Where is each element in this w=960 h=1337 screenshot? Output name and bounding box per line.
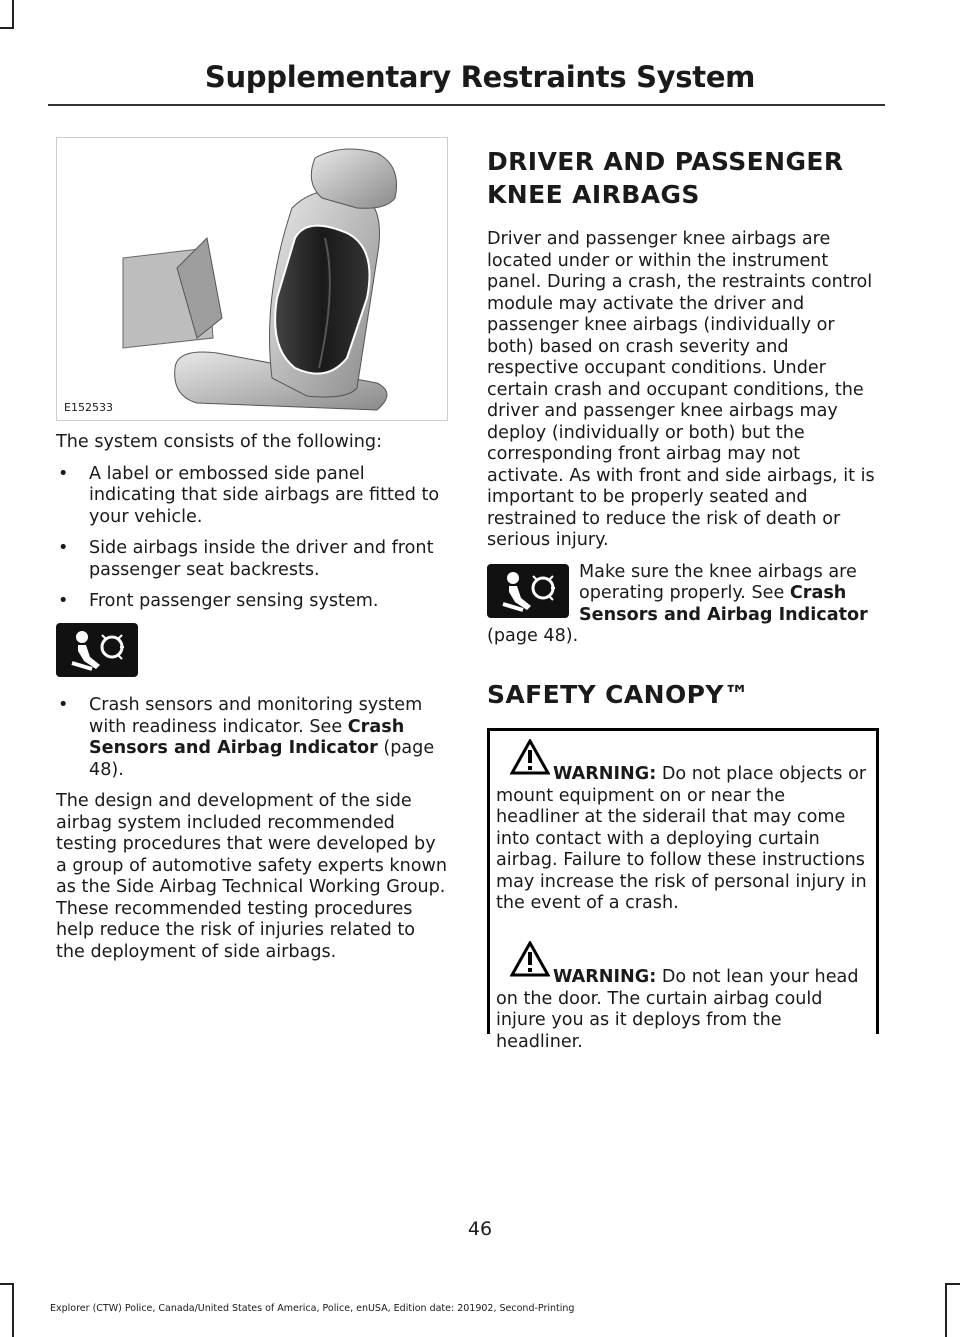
- cross-reference-link[interactable]: Crash Sensors and Airbag Indicator: [579, 583, 868, 625]
- right-column: [487, 145, 879, 711]
- component-list-continued: [56, 695, 448, 781]
- crop-mark: [945, 1283, 960, 1285]
- left-column: [56, 432, 448, 973]
- body-paragraph: The design and development of the side airbag system included recommended testing procedures that were developed by a group of automotive safety experts known as the Side Airbag Technical Working Group. These recommended testing procedures help reduce the risk of injuries related to the deployment of side airbags.: [56, 791, 448, 962]
- crop-mark: [945, 1283, 947, 1337]
- warning-box: [487, 728, 879, 1052]
- crop-mark: [0, 1283, 14, 1285]
- warning-body: Do not place objects or mount equipment on or near the headliner at the siderail that may come into contact with a deploying curtain airbag. Failure to follow these instructions may increase the risk of personal injury in the event of a crash.: [496, 764, 867, 913]
- cross-reference-link[interactable]: Crash Sensors and Airbag Indicator: [89, 716, 405, 758]
- figure-code: E152533: [64, 401, 113, 414]
- section-heading: DRIVER AND PASSENGER: [487, 147, 844, 176]
- list-item: • Front passenger sensing system.: [56, 591, 448, 613]
- seat-illustration-graphic: [57, 138, 447, 420]
- list-item: • Side airbags inside the driver and front passenger seat backrests.: [56, 538, 448, 581]
- icon-note: [487, 562, 879, 627]
- airbag-indicator-icon: [487, 564, 569, 618]
- crop-mark: [12, 1283, 14, 1337]
- page-reference: (page 48).: [89, 738, 435, 780]
- crop-mark: [12, 0, 14, 28]
- section-heading: SAFETY CANOPY™: [487, 679, 750, 709]
- icon-note-text: Make sure the knee airbags are operating properly. See: [579, 561, 857, 603]
- component-list: [56, 464, 448, 613]
- warning-text: [496, 764, 868, 915]
- page-reference: (page 48).: [487, 626, 579, 646]
- header-divider: [48, 104, 885, 106]
- section-heading: KNEE AIRBAGS: [487, 180, 700, 209]
- warning-body: Do not lean your head on the door. The curtain airbag could injure you as it deploys from the headliner.: [496, 967, 859, 1052]
- page-title: Supplementary Restraints System: [204, 60, 756, 94]
- intro-text: The system consists of the following:: [56, 432, 383, 452]
- page-number: 46: [467, 1218, 493, 1240]
- list-item-text: Crash sensors and monitoring system with readiness indicator. See: [89, 695, 423, 737]
- edition-info: Explorer (CTW) Police, Canada/United States of America, Police, enUSA, Edition date: 201902, Second-Printing: [50, 1303, 575, 1314]
- warning-label: WARNING:: [553, 764, 657, 784]
- warning-text: [496, 967, 868, 1053]
- airbag-indicator-icon: [56, 623, 138, 677]
- seat-airbag-illustration: [56, 137, 448, 421]
- warning-label: WARNING:: [553, 967, 657, 987]
- list-item: • A label or embossed side panel indicating that side airbags are fitted to your vehicle.: [56, 464, 448, 529]
- body-paragraph: Driver and passenger knee airbags are located under or within the instrument panel. During a crash, the restraints control module may activate the driver and passenger knee airbags (individually or both) based on crash severity and respective occupant conditions. Under certain crash and occupant conditions, the driver and passenger knee airbags may deploy (individually or both) but the corresponding front airbag may not activate. As with front and side airbags, it is important to be properly seated and restrained to reduce the risk of death or serious injury.: [487, 229, 875, 550]
- crop-mark: [0, 27, 14, 29]
- list-item: [56, 695, 448, 781]
